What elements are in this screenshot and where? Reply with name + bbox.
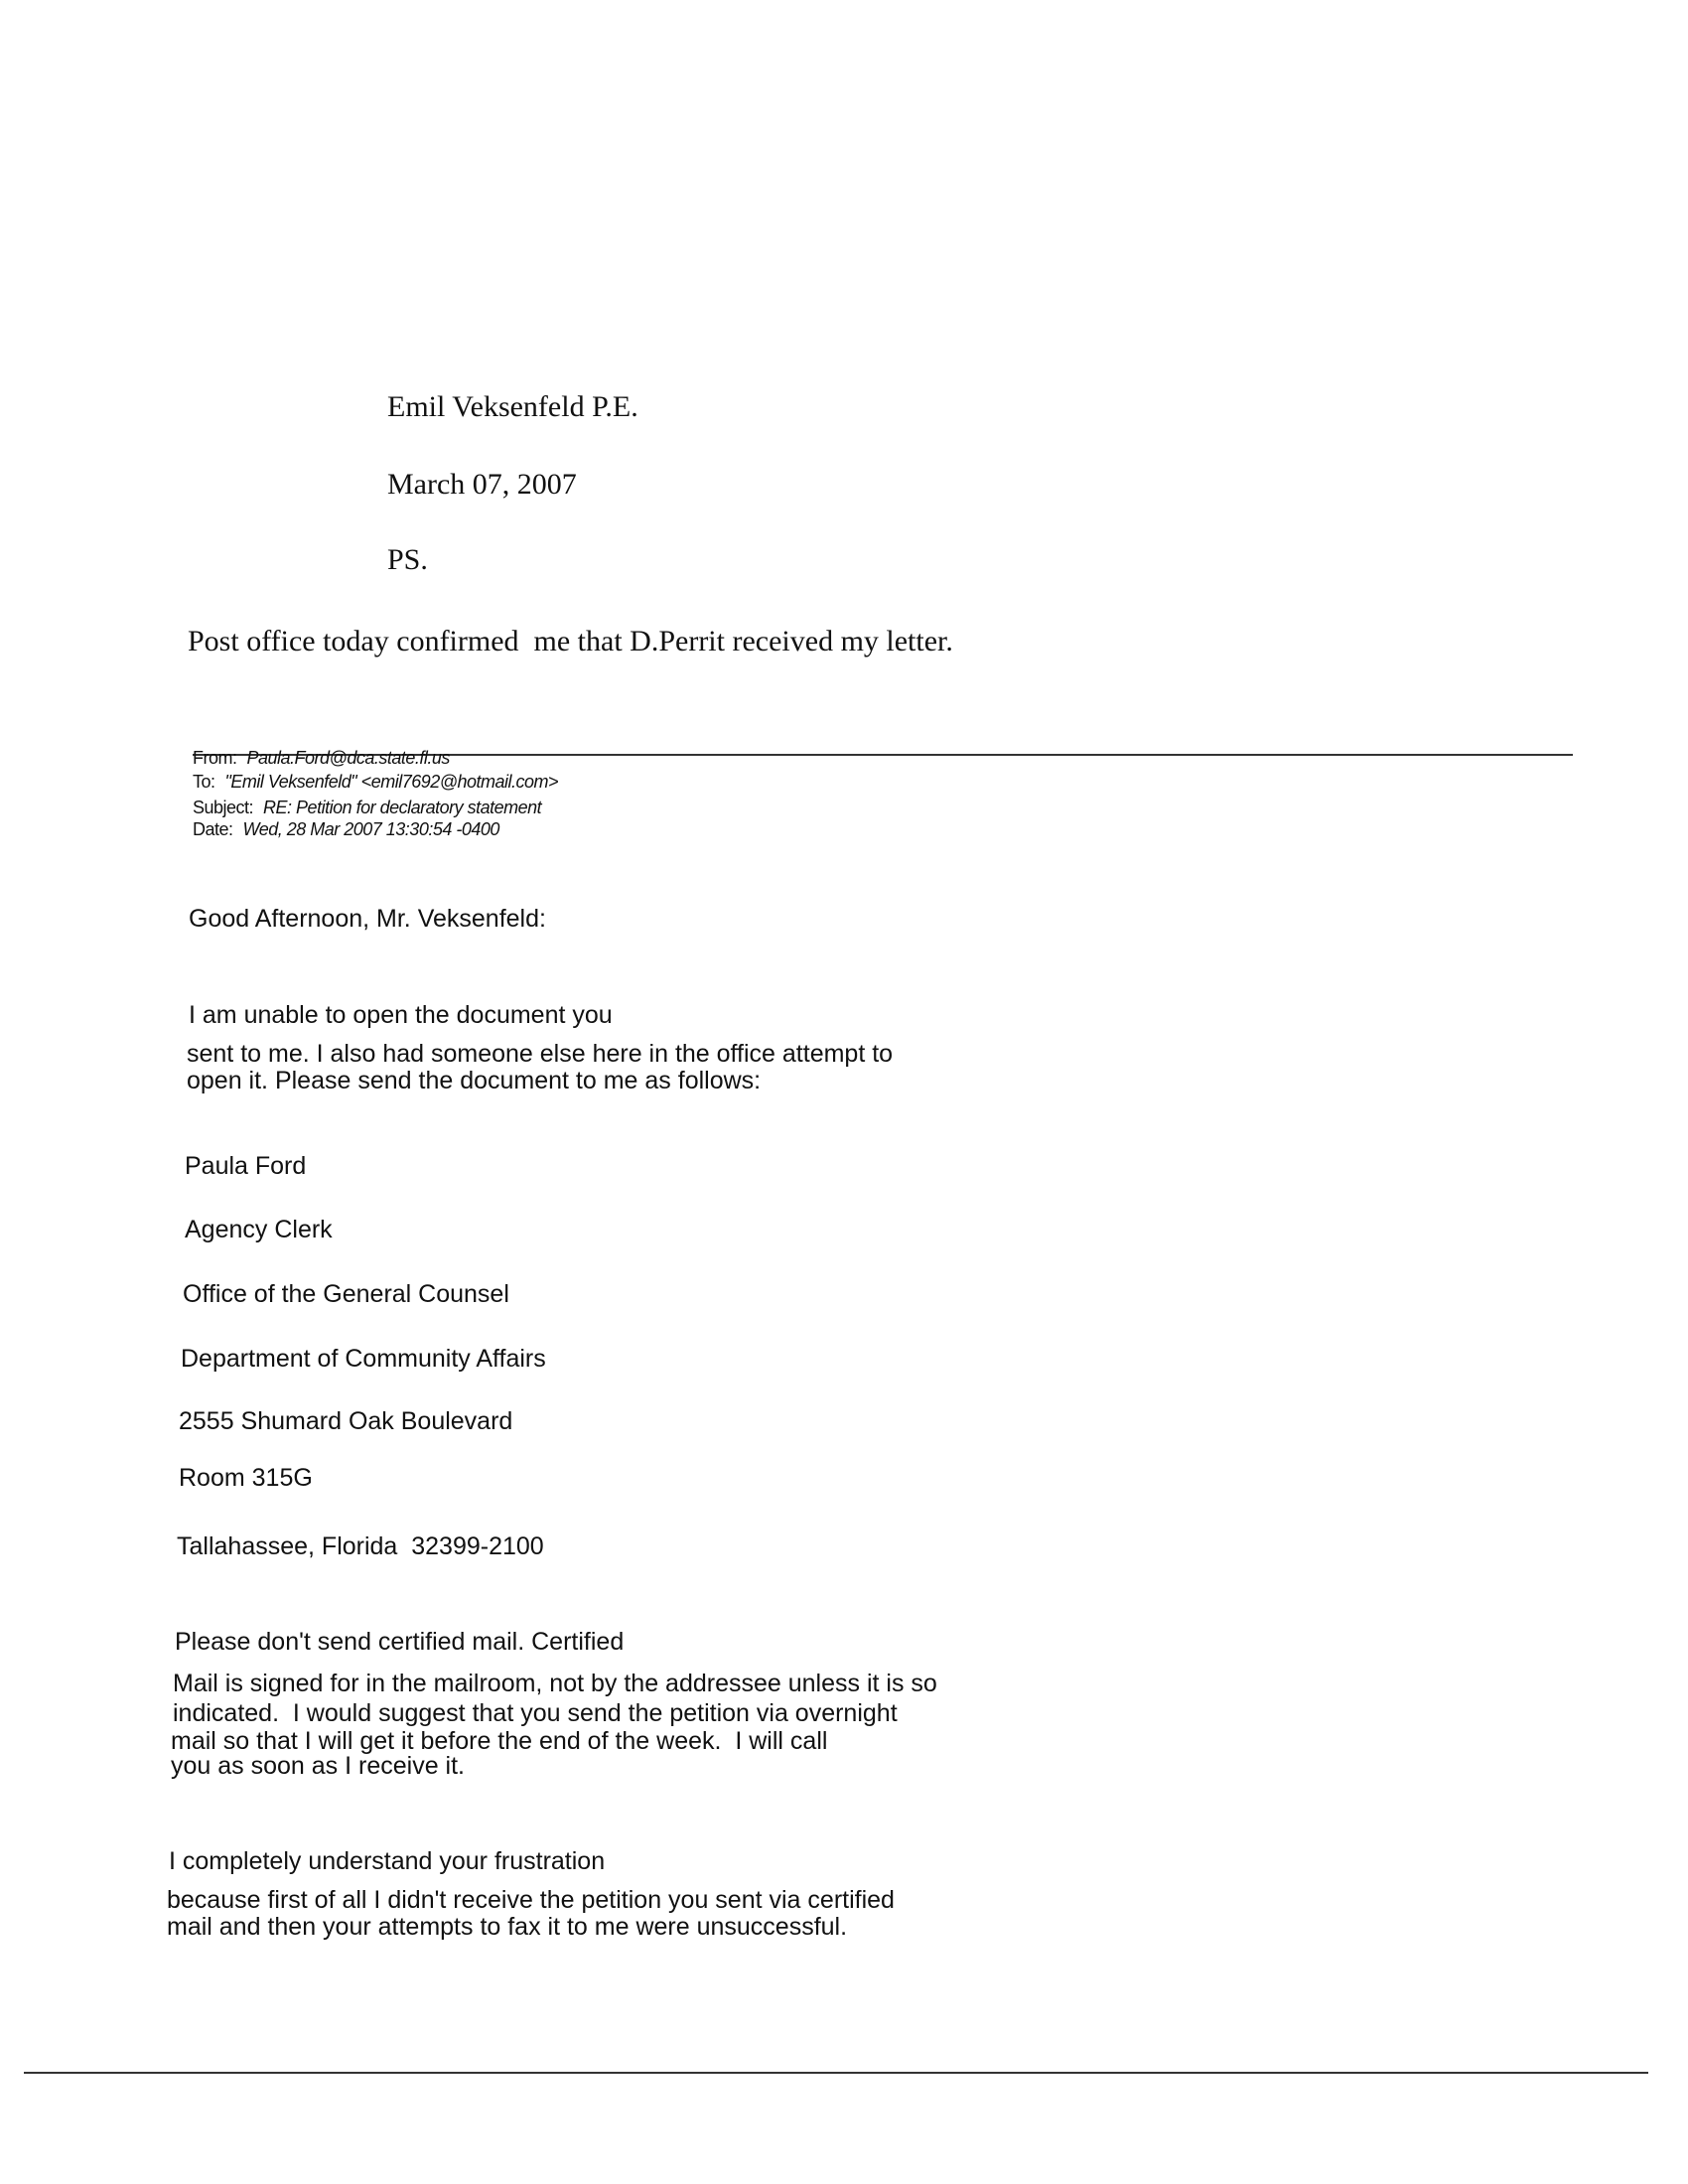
- para1-line: open it. Please send the document to me as follows:: [187, 1067, 762, 1094]
- date-label: Date:: [193, 819, 233, 839]
- to-label: To:: [193, 772, 215, 792]
- address-line: Agency Clerk: [185, 1216, 333, 1243]
- address-line: Paula Ford: [185, 1152, 307, 1180]
- email-to: [193, 772, 558, 793]
- para2-line: Mail is signed for in the mailroom, not by the addressee unless it is so: [173, 1670, 937, 1697]
- para2-line: Please don't send certified mail. Certified: [175, 1628, 625, 1656]
- from-label: From:: [193, 748, 237, 768]
- ps-text: Post office today confirmed me that D.Perrit received my letter.: [188, 625, 953, 657]
- email-from: [193, 748, 450, 769]
- subject-label: Subject:: [193, 798, 254, 817]
- para1-line: I am unable to open the document you: [189, 1001, 613, 1029]
- para2-line: indicated. I would suggest that you send the petition via overnight: [173, 1699, 898, 1727]
- address-line: Room 315G: [179, 1464, 313, 1492]
- address-line: Department of Community Affairs: [181, 1345, 546, 1373]
- para3-line: mail and then your attempts to fax it to me were unsuccessful.: [167, 1913, 848, 1941]
- bottom-rule: [24, 2072, 1648, 2074]
- from-value: Paula.Ford@dca.state.fl.us: [246, 748, 450, 768]
- para2-line: mail so that I will get it before the end of the week. I will call: [171, 1727, 828, 1755]
- signature: Emil Veksenfeld P.E.: [387, 390, 638, 423]
- email-subject: [193, 798, 541, 818]
- to-value: "Emil Veksenfeld" <emil7692@hotmail.com>: [224, 772, 559, 792]
- para2-line: you as soon as I receive it.: [171, 1752, 465, 1780]
- para3-line: because first of all I didn't receive the petition you sent via certified: [167, 1886, 895, 1914]
- letter-date: March 07, 2007: [387, 468, 577, 501]
- para3-line: I completely understand your frustration: [169, 1847, 606, 1875]
- address-line: Office of the General Counsel: [183, 1280, 509, 1308]
- email-date: [193, 819, 499, 840]
- para1-line: sent to me. I also had someone else here in the office attempt to: [187, 1040, 894, 1068]
- subject-value: RE: Petition for declaratory statement: [263, 798, 542, 817]
- ps-label: PS.: [387, 543, 428, 576]
- date-value: Wed, 28 Mar 2007 13:30:54 -0400: [242, 819, 499, 839]
- address-line: Tallahassee, Florida 32399-2100: [177, 1532, 544, 1560]
- greeting: Good Afternoon, Mr. Veksenfeld:: [189, 905, 546, 933]
- address-line: 2555 Shumard Oak Boulevard: [179, 1407, 513, 1435]
